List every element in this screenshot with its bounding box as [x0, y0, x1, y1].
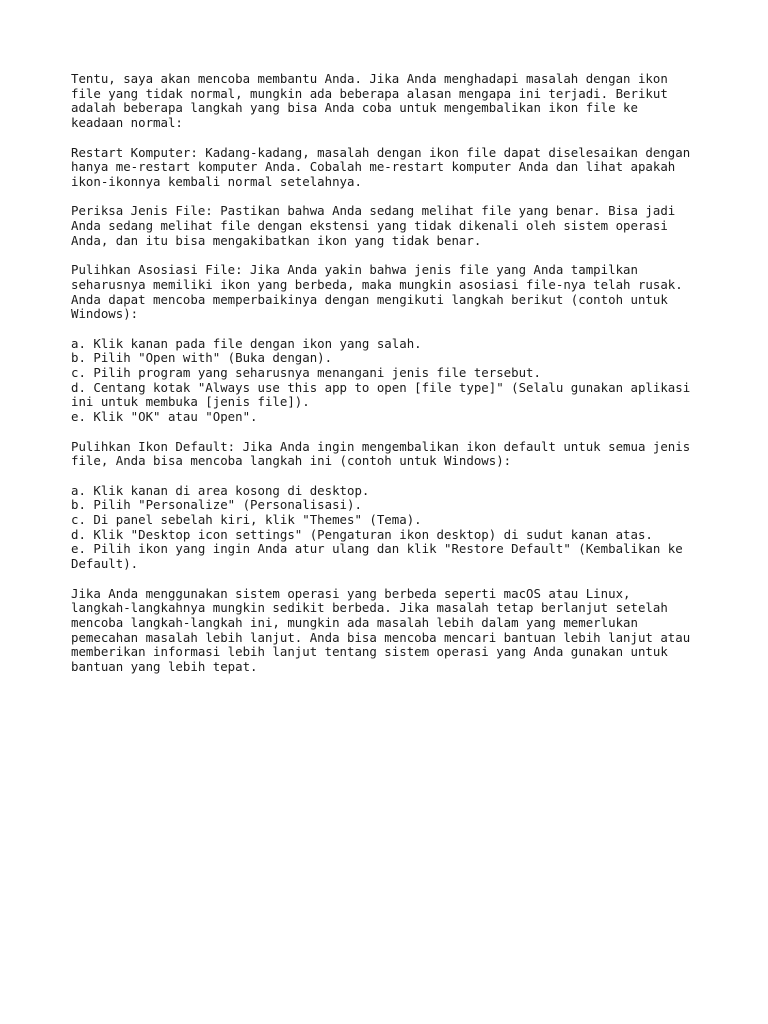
intro-paragraph: Tentu, saya akan mencoba membantu Anda. Jika Anda menghadapi masalah dengan ikon file yang tidak normal, mungkin ada beberapa alasan mengapa ini terjadi. Berikut adalah beberapa langkah yang bisa Anda coba untuk mengembalikan ikon file ke keadaan normal:	[71, 71, 668, 131]
default-icons-step: b. Pilih "Personalize" (Personalisasi).	[71, 497, 362, 513]
restore-file-association-paragraph: Pulihkan Asosiasi File: Jika Anda yakin bahwa jenis file yang Anda tampilkan seharusnya memiliki ikon yang berbeda, maka mungkin asosiasi file-nya telah rusak. Anda dapat mencoba memperbaikinya dengan mengikuti langkah berikut (contoh untuk Windows):	[71, 262, 683, 322]
restart-computer-paragraph: Restart Komputer: Kadang-kadang, masalah dengan ikon file dapat diselesaikan dengan hanya me-restart komputer Anda. Cobalah me-restart komputer Anda dan lihat apakah ikon-ikonnya kembali normal setelahnya.	[71, 144, 691, 189]
association-step: e. Klik "OK" atau "Open".	[71, 409, 258, 425]
check-file-type-paragraph: Periksa Jenis File: Pastikan bahwa Anda sedang melihat file yang benar. Bisa jadi Anda sedang melihat file dengan ekstensi yang tidak dikenali oleh sistem operasi Anda, dan itu bisa mengakibatkan ikon yang tidak benar.	[71, 203, 676, 248]
default-icons-step: c. Di panel sebelah kiri, klik "Themes" (Tema).	[71, 512, 422, 527]
association-step: c. Pilih program yang seharusnya menangani jenis file tersebut.	[71, 365, 541, 380]
default-icons-steps-list	[71, 484, 711, 572]
document-page	[71, 72, 711, 689]
default-icons-step: e. Pilih ikon yang ingin Anda atur ulang dan klik "Restore Default" (Kembalikan ke Default).	[71, 541, 683, 572]
association-steps-list	[71, 337, 711, 425]
association-step: a. Klik kanan pada file dengan ikon yang salah.	[71, 335, 422, 351]
default-icons-step: a. Klik kanan di area kosong di desktop.	[71, 482, 370, 498]
association-step: b. Pilih "Open with" (Buka dengan).	[71, 350, 333, 366]
default-icons-step: d. Klik "Desktop icon settings" (Pengaturan ikon desktop) di sudut kanan atas.	[71, 526, 653, 542]
association-step: d. Centang kotak "Always use this app to open [file type]" (Selalu gunakan aplikasi ini untuk membuka [jenis file]).	[71, 379, 691, 410]
restore-default-icons-paragraph: Pulihkan Ikon Default: Jika Anda ingin mengembalikan ikon default untuk semua jenis file, Anda bisa mencoba langkah ini (contoh untuk Windows):	[71, 438, 691, 469]
closing-paragraph: Jika Anda menggunakan sistem operasi yang berbeda seperti macOS atau Linux, langkah-langkahnya mungkin sedikit berbeda. Jika masalah tetap berlanjut setelah mencoba langkah-langkah ini, mungkin ada masalah lebih dalam yang memerlukan pemecahan masalah lebih lanjut. Anda bisa mencoba mencari bantuan lebih lanjut atau memberikan informasi lebih lanjut tentang sistem operasi yang Anda gunakan untuk bantuan yang lebih tepat.	[71, 585, 691, 675]
